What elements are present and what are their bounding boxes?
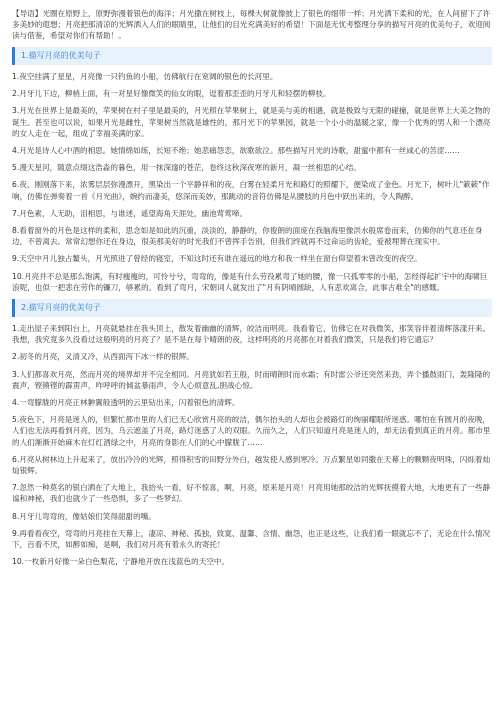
paragraph: 4.一弯朦胧的月亮正林翀翼般透明的云里钻出来，闪着银色的清辉。: [12, 398, 240, 408]
paragraph: 3.人们都喜欢月亮，然而月亮的境界却并不完全相同。月亮犹如若王般，时而晴朗时而水霜；有时雷公爷还突然来劲，弄个播鼓雨门，轰隆隆的震声，铿锵铿的霹雳声，咋呼呼的倾盆暴雨声，令人心烦意乱,胆战心惊。: [12, 369, 491, 390]
section-2: [12, 299, 492, 567]
paragraph: 2.月牙儿下边，柳梢上面，有一对星好像微笑的仙女的眼，逗着那歪歪的月牙儿和轻摆的柳枝。: [12, 89, 331, 99]
section-1: [12, 47, 492, 293]
paragraph: 1.夜空挂满了星星，月亮像一只钓鱼的小船，仿佛航行在宽阔的银色的长河里。: [12, 72, 278, 81]
paragraph: 1.走出屋子来到阳台上，月亮就悬挂在我头顶上，散发着幽幽的清辉，皎洁而明亮。我看着它，仿佛它在对我微笑，那笑容伴着清辉落漾开来。我想，我究竟多久没看过这般明亮的月亮了？是不是在每个晴朗的夜，这样明亮的月亮都在对着我们微笑，只是我们将它遗忘？: [12, 324, 491, 345]
section-heading: 1.描写月亮的优美句子: [12, 47, 492, 65]
paragraph: 3.月光在世界上是最美的，苹果树在村子里是最美的，月光照在苹果树上，就是美与美的相遇，就是极致与无限的碰撞，就是世界上大美之物的诞生。甚至也可以说，如果月光是雌性，苹果树当然就是雄性的，那月光下的苹果园，就是一个小小的温暖之家，像一个优秀的男人和一个漂亮的女人走在一起，组成了幸福美满的家。: [12, 106, 491, 138]
paragraph: 2.初冬的月亮，又清又冷，从西面泻下冰一样的银辉。: [12, 352, 194, 362]
paragraph: 9.再看看夜空，弯弯的月亮挂在天幕上，凄凉、神秘、孤独，致寞、温馨、含情、幽怨，也正是这些，让我们看一眼就忘不了，无论在什么情况下，百看不厌，如醉如痴，是啊，我们对月亮有着永久的寄托！: [12, 528, 491, 550]
paragraph: 7.忽然一种莫名的银白洒在了大地上，我抬头一看，好不惊喜，啊，月亮，原来是月亮！月亮用她那皎洁的光辉抚摸着大地，大地更有了一些静谧和神秘，我们也就少了一些恐惧，多了一些梦幻。: [12, 483, 491, 504]
paragraph: 9.天空中月儿独占鳌头，月光照进了曾经的寝室，不知这时还有谁在遥远的地方和我一样坐在窗台仰望着未曾改变的夜空。: [12, 254, 422, 264]
paragraph: 5.夜色下，月亮是迷人的，但繁忙都市里的人们已无心欣赏月亮的皎洁，偶尔抬头的人却也会被路灯的绚丽耀眼所迷惑。哪怕在有圆月的夜晚，人们也无法再看到月亮，因为，乌云遮盖了月亮，路灯迷惑了人的双眼。久而久之，人们只知道月亮是迷人的，却无法看到真正的月亮。都市里的人们渐渐开始麻木在灯红酒绿之中，月亮的身影在人们的心中朦胧了……: [12, 415, 491, 447]
paragraph: 8.月牙儿弯弯的，像姑娘们笑得甜甜的嘴。: [12, 511, 156, 521]
paragraph: 10.一枚新月好像一朵白色梨花，宁静地开放在浅蓝色的天空中。: [12, 557, 230, 567]
paragraph: 4.月光是诗人心中酒的相思。她情绵如练，长短不绝；她悲痛怨恋，欲歌欲泣。那些描写月光的诗歌，甜蜜中都有一丝咸心的苦涩……: [12, 146, 460, 156]
section-heading: 2.描写月亮的优美句子: [12, 299, 492, 317]
paragraph: 5.漫天星河，随意点缀这浩淼的暮色，用一抹深邃的苍茫，卷终这秋深夜寒的新月，凝一丝相思的心结。: [12, 163, 361, 173]
paragraph: 6.夜，刚刚落下来，浓雾层层弥漫漂开，黑染出一个平静祥和的夜，白雾在轻柔月光和路灯的照耀下，便染成了金色。月光下，树叶儿"簌簌"作响，仿佛在弹奏着一首《月光曲》，婉约而凄美，悠深而美妙，那跳动的音符仿佛是从腰肢的月色中跃出来的，令人陶醉。: [12, 180, 490, 201]
paragraph: 8.看着窗外的月色是这样的柔和，思念如是如此的沉重，淡淡的，静静的，你俊朗的面庞在我脑海里像洪水般席卷而来，仿佛你的气息还在身边，不曾离去。常常幻想你还在身边，很美那美好的时光我们不曾挥手告别，但我们终就再不过命运的齿轮，爱被埋葬在现实中。: [12, 226, 483, 247]
paragraph: 6.月亮从树林边上升起来了，放出冷冷的光辉，照得积雪的田野分外白，越发使人感到寒冷。万点繁星如同撒在天幕上的颗颗夜明珠，闪烁着灿灿银辉。: [12, 454, 491, 476]
intro-text: 【导语】光圈在原野上，原野弥漫着银色的海洋；月光撒在树枝上，每棵大树就像披上了银色的细带一样；月光洒下柔和的光，在人间留下了许多美妙的遐想；月亮把那清凉的光辉洒入人们的眼睛里，让他们的目光充满美好的希望！下面是无忧考整理分享的描写月亮的优美句子，欢迎阅读与借鉴，希望对你们有帮助！。: [12, 9, 491, 40]
paragraph: 7.月色素，人无助，泪相思，与谁述，遥望海角天涯处，幽池莺莺啼。: [12, 208, 248, 218]
paragraph: 10.月亮并不总是那么饱满，有时瘦瘦的，可怜兮兮，弯弯的，像是有什么劳役累弯了她的腰，像一只孤零零的小船，怎经得起扩宇中的海啸巨浪呢，也似一把悲在劳作的镰刀，够累的。看到了弯月，宋朝词人就发出了"月有阴晴圆缺，人有悲欢离合，此事古难全"的感慨。: [12, 271, 488, 292]
